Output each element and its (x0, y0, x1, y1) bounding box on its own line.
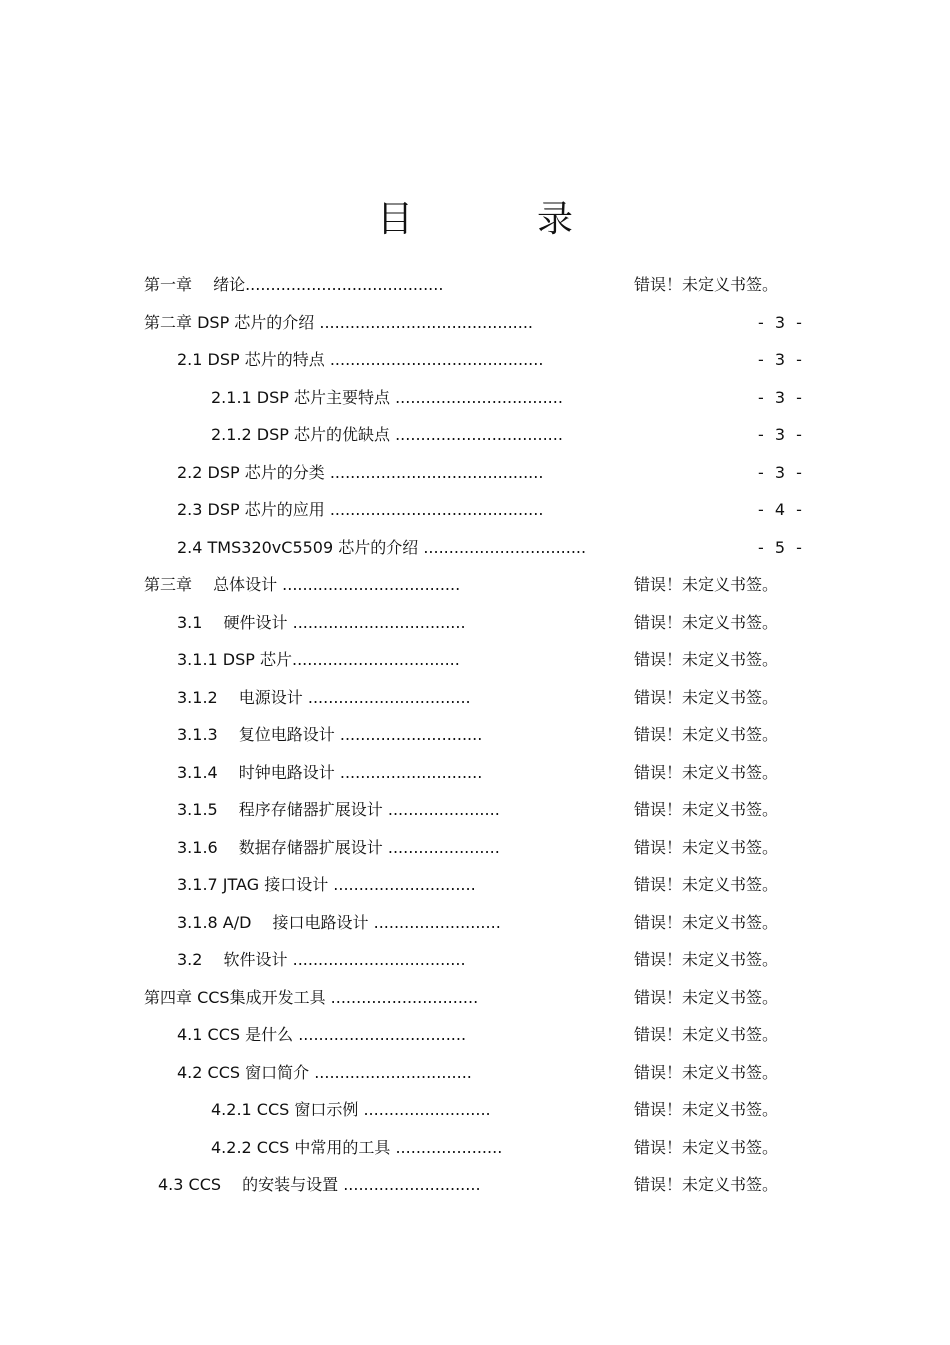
toc-entry[interactable] (0, 1129, 950, 1167)
toc-entry-label: 4.1 CCS 是什么 ................................. (177, 1025, 467, 1044)
toc-entry-page: - 3 - (758, 462, 805, 482)
table-of-contents (0, 266, 950, 1204)
toc-entry[interactable] (0, 304, 950, 342)
toc-entry-page: 错误！未定义书签。 (634, 725, 779, 744)
toc-entry-page: 错误！未定义书签。 (634, 650, 779, 669)
toc-entry-page: 错误！未定义书签。 (634, 762, 779, 782)
toc-entry-page: 错误！未定义书签。 (634, 687, 779, 707)
toc-entry-page: 错误！未定义书签。 (634, 837, 779, 857)
page-title: 目 录 (376, 199, 617, 240)
toc-entry-label: 4.2 CCS 窗口简介 ............................... (177, 1062, 472, 1082)
toc-entry-label: 3.1.7 JTAG 接口设计 ............................ (177, 875, 476, 894)
toc-entry-page: 错误！未定义书签。 (634, 987, 779, 1007)
toc-entry-page: 错误！未定义书签。 (634, 950, 779, 969)
toc-entry-page: 错误！未定义书签。 (634, 1137, 779, 1157)
toc-entry-page: - 3 - (758, 350, 805, 369)
toc-entry[interactable] (0, 829, 950, 867)
toc-entry-label: 3.1.5 程序存储器扩展设计 ...................... (177, 800, 500, 819)
toc-entry-label: 第二章 DSP 芯片的介绍 .......................................... (144, 312, 533, 332)
toc-entry-label: 3.1.1 DSP 芯片................................. (177, 650, 460, 669)
toc-entry[interactable] (0, 566, 950, 604)
toc-entry[interactable] (0, 791, 950, 829)
toc-entry-label: 第三章 总体设计 ................................... (144, 575, 461, 594)
toc-entry[interactable] (0, 904, 950, 942)
toc-entry-label: 3.2 软件设计 .................................. (177, 950, 466, 969)
toc-entry[interactable] (0, 1091, 950, 1129)
toc-entry-label: 第四章 CCS集成开发工具 ............................. (144, 987, 479, 1007)
toc-entry-page: 错误！未定义书签。 (634, 612, 779, 632)
toc-entry-label: 3.1.2 电源设计 ................................ (177, 687, 471, 707)
toc-entry[interactable] (0, 754, 950, 792)
toc-entry-label: 2.1 DSP 芯片的特点 .......................................... (177, 350, 544, 369)
toc-entry-page: - 3 - (758, 312, 805, 332)
toc-entry-label: 2.3 DSP 芯片的应用 .......................................... (177, 500, 544, 519)
toc-entry-page: 错误！未定义书签。 (634, 1175, 779, 1194)
toc-entry-page: 错误！未定义书签。 (634, 800, 779, 819)
toc-entry-label: 2.2 DSP 芯片的分类 .......................................... (177, 462, 544, 482)
toc-entry-page: - 3 - (758, 387, 805, 407)
toc-entry[interactable] (0, 266, 950, 304)
toc-entry[interactable] (0, 379, 950, 417)
toc-entry-page: - 3 - (758, 425, 805, 444)
toc-entry-page: - 4 - (758, 500, 805, 519)
toc-entry-page: 错误！未定义书签。 (634, 1100, 779, 1119)
toc-entry-label: 2.4 TMS320vC5509 芯片的介绍 ................................ (177, 537, 587, 557)
toc-entry-label: 4.2.1 CCS 窗口示例 ......................... (211, 1100, 491, 1119)
toc-entry-page: 错误！未定义书签。 (634, 575, 779, 594)
toc-entry[interactable] (0, 641, 950, 679)
toc-entry-page: 错误！未定义书签。 (634, 912, 779, 932)
toc-entry-page: - 5 - (758, 537, 805, 557)
toc-entry-label: 4.2.2 CCS 中常用的工具 ..................... (211, 1137, 503, 1157)
toc-entry-page: 错误！未定义书签。 (634, 1062, 779, 1082)
toc-entry[interactable] (0, 941, 950, 979)
toc-entry[interactable] (0, 454, 950, 492)
toc-entry-page: 错误！未定义书签。 (634, 1025, 779, 1044)
toc-entry[interactable] (0, 979, 950, 1017)
toc-entry-page: 错误！未定义书签。 (634, 275, 779, 294)
toc-entry-label: 3.1.4 时钟电路设计 ............................ (177, 762, 483, 782)
toc-entry-label: 4.3 CCS 的安装与设置 ........................... (158, 1175, 481, 1194)
toc-entry[interactable] (0, 491, 950, 529)
toc-entry-label: 3.1.8 A/D 接口电路设计 ......................... (177, 912, 501, 932)
toc-entry[interactable] (0, 604, 950, 642)
toc-entry[interactable] (0, 416, 950, 454)
toc-entry[interactable] (0, 1016, 950, 1054)
toc-entry-label: 2.1.2 DSP 芯片的优缺点 ................................. (211, 425, 563, 444)
toc-entry[interactable] (0, 866, 950, 904)
toc-entry[interactable] (0, 1054, 950, 1092)
toc-entry-page: 错误！未定义书签。 (634, 875, 779, 894)
toc-entry-label: 3.1.6 数据存储器扩展设计 ...................... (177, 837, 500, 857)
toc-entry-label: 3.1.3 复位电路设计 ............................ (177, 725, 483, 744)
toc-entry[interactable] (0, 1166, 950, 1204)
toc-entry[interactable] (0, 716, 950, 754)
toc-entry[interactable] (0, 679, 950, 717)
toc-entry[interactable] (0, 341, 950, 379)
toc-entry-label: 第一章 绪论....................................... (144, 275, 444, 294)
toc-entry-label: 3.1 硬件设计 .................................. (177, 612, 466, 632)
toc-entry[interactable] (0, 529, 950, 567)
toc-entry-label: 2.1.1 DSP 芯片主要特点 ................................. (211, 387, 563, 407)
